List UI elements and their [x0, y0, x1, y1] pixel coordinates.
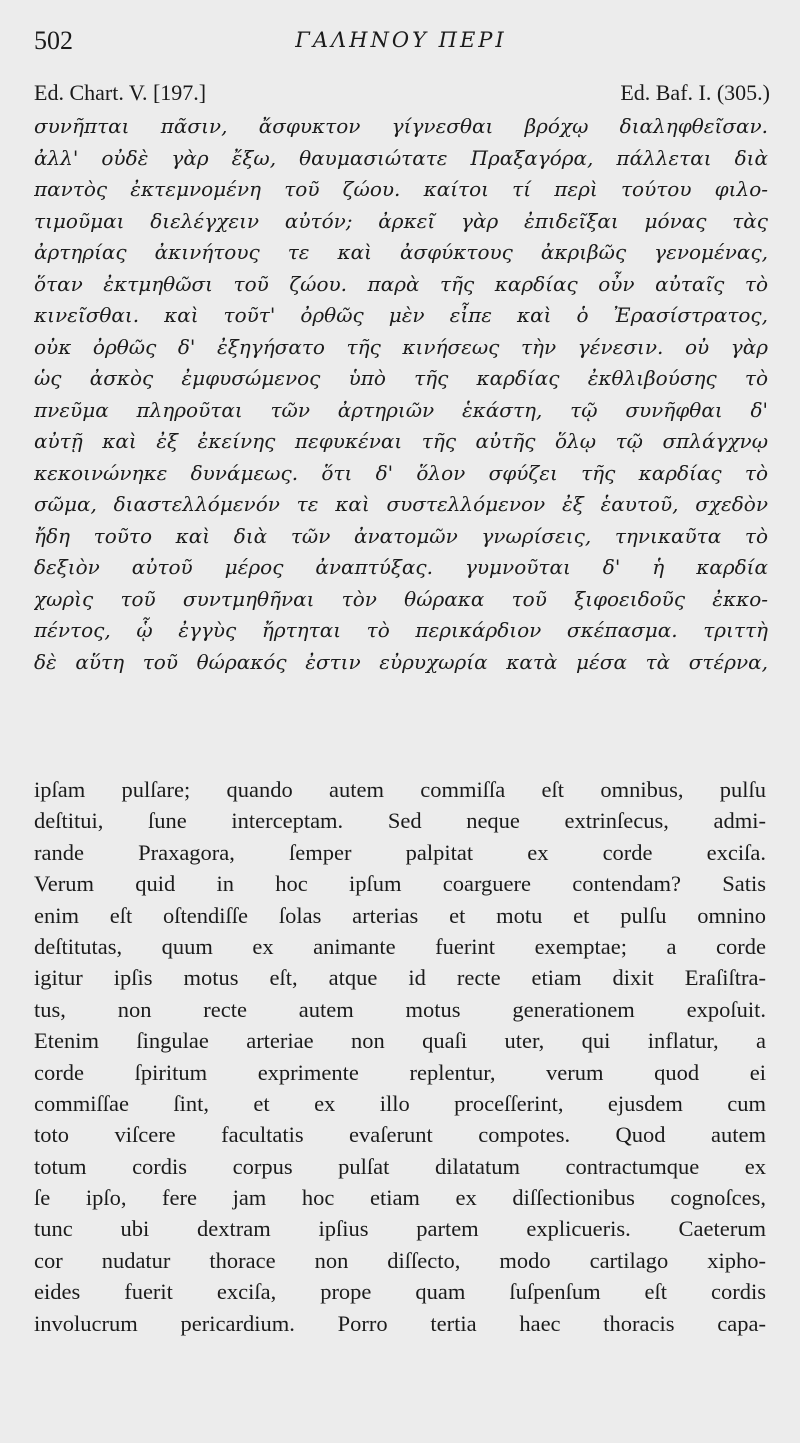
latin-line: ipſam pulſare; quando autem commiſſa eſt omnibus, pulſu — [34, 777, 766, 802]
latin-line: ſe ipſo, fere jam hoc etiam ex diſſectionibus cognoſces, — [34, 1185, 766, 1211]
edition-chartier-reference: Ed. Chart. V. [197.] — [34, 80, 207, 105]
latin-line: tunc ubi dextram ipſius partem explicueris. Caeterum — [34, 1216, 766, 1242]
latin-line: tus, non recte autem motus generationem expoſuit. — [34, 996, 766, 1022]
greek-line: ὡς ἀσκὸς ἐμφυσώμενος ὑπὸ τῆς καρδίας ἐκθλιβούσης τὸ — [34, 366, 768, 390]
greek-text-block — [34, 111, 768, 678]
page-header — [34, 26, 768, 66]
running-title: ΓΑΛΗΝΟΥ ΠΕΡΙ — [295, 28, 507, 52]
greek-line: δὲ αὕτη τοῦ θώρακός ἐστιν εὐρυχωρία κατὰ μέσα τὰ στέρνα, — [34, 649, 768, 674]
latin-line: toto viſcere facultatis evaſerunt compotes. Quod autem — [34, 1122, 766, 1148]
greek-line: συνῆπται πᾶσιν, ἄσφυκτον γίγνεσθαι βρόχῳ διαληφθεῖσαν. — [34, 114, 768, 138]
latin-line: cor nudatur thorace non diſſecto, modo cartilago xipho- — [34, 1247, 766, 1273]
greek-line: πέντος, ᾧ ἐγγὺς ἤρτηται τὸ περικάρδιον σκέπασμα. τριττὴ — [34, 618, 768, 642]
latin-line: rande Praxagora, ſemper palpitat ex corde exciſa. — [34, 839, 766, 865]
edition-reference-line — [34, 80, 770, 110]
latin-line: Etenim ſingulae arteriae non quaſi uter, qui inflatur, a — [34, 1028, 766, 1054]
latin-line: eides fuerit exciſa, prope quam ſuſpenſum eſt cordis — [34, 1279, 766, 1305]
greek-line: ὅταν ἐκτμηθῶσι τοῦ ζώου. παρὰ τῆς καρδίας οὖν αὐταῖς τὸ — [34, 271, 768, 296]
latin-text-block — [34, 774, 766, 1339]
latin-line: commiſſae ſint, et ex illo proceſſerint, ejusdem cum — [34, 1090, 766, 1116]
page-number: 502 — [34, 26, 73, 55]
greek-line: ἀλλ' οὐδὲ γὰρ ἔξω, θαυμασιώτατε Πραξαγόρα, πάλλεται διὰ — [34, 145, 768, 170]
greek-line: ἤδη τοῦτο καὶ διὰ τῶν ἀνατομῶν γνωρίσεις, τηνικαῦτα τὸ — [34, 523, 768, 548]
greek-line: οὐκ ὀρθῶς δ' ἐξηγήσατο τῆς κινήσεως τὴν γένεσιν. οὐ γὰρ — [34, 334, 768, 359]
greek-line: ἀρτηρίας ἀκινήτους τε καὶ ἀσφύκτους ἀκριβῶς γενομένας, — [34, 240, 768, 264]
latin-line: totum cordis corpus pulſat dilatatum contractumque ex — [34, 1153, 766, 1179]
greek-line: κεκοινώνηκε δυνάμεως. ὅτι δ' ὅλον σφύζει τῆς καρδίας τὸ — [34, 460, 768, 485]
latin-line: deſtitutas, quum ex animante fuerint exemptae; a corde — [34, 933, 766, 959]
latin-line: Verum quid in hoc ipſum coarguere contendam? Satis — [34, 871, 766, 897]
greek-line: πνεῦμα πληροῦται τῶν ἀρτηριῶν ἑκάστη, τῷ συνῆφθαι δ' — [34, 397, 768, 422]
latin-line: deſtitui, ſune interceptam. Sed neque extrinſecus, admi- — [34, 808, 766, 834]
greek-line: κινεῖσθαι. καὶ τοῦτ' ὀρθῶς μὲν εἶπε καὶ ὁ Ἐρασίστρατος, — [34, 303, 768, 327]
edition-basel-reference: Ed. Baf. I. (305.) — [620, 80, 770, 105]
greek-line: τιμοῦμαι διελέγχειν αὐτόν; ἀρκεῖ γὰρ ἐπιδεῖξαι μόνας τὰς — [34, 208, 768, 233]
greek-line: αὐτῇ καὶ ἐξ ἐκείνης πεφυκέναι τῆς αὐτῆς ὅλῳ τῷ σπλάγχνῳ — [34, 429, 768, 453]
greek-line: χωρὶς τοῦ συντμηθῆναι τὸν θώρακα τοῦ ξιφοειδοῦς ἐκκο- — [34, 586, 768, 611]
greek-line: σῶμα, διαστελλόμενόν τε καὶ συστελλόμενον ἐξ ἑαυτοῦ, σχεδὸν — [34, 492, 768, 516]
latin-line: enim eſt oſtendiſſe ſolas arterias et motu et pulſu omnino — [34, 902, 766, 928]
latin-line: involucrum pericardium. Porro tertia haec thoracis capa- — [34, 1310, 766, 1336]
latin-line: corde ſpiritum exprimente replentur, verum quod ei — [34, 1059, 766, 1085]
greek-line: δεξιὸν αὐτοῦ μέρος ἀναπτύξας. γυμνοῦται δ' ἡ καρδία — [34, 555, 768, 579]
latin-line: igitur ipſis motus eſt, atque id recte etiam dixit Eraſiſtra- — [34, 965, 766, 991]
greek-line: παντὸς ἐκτεμνομένη τοῦ ζώου. καίτοι τί περὶ τούτου φιλο- — [34, 177, 768, 201]
